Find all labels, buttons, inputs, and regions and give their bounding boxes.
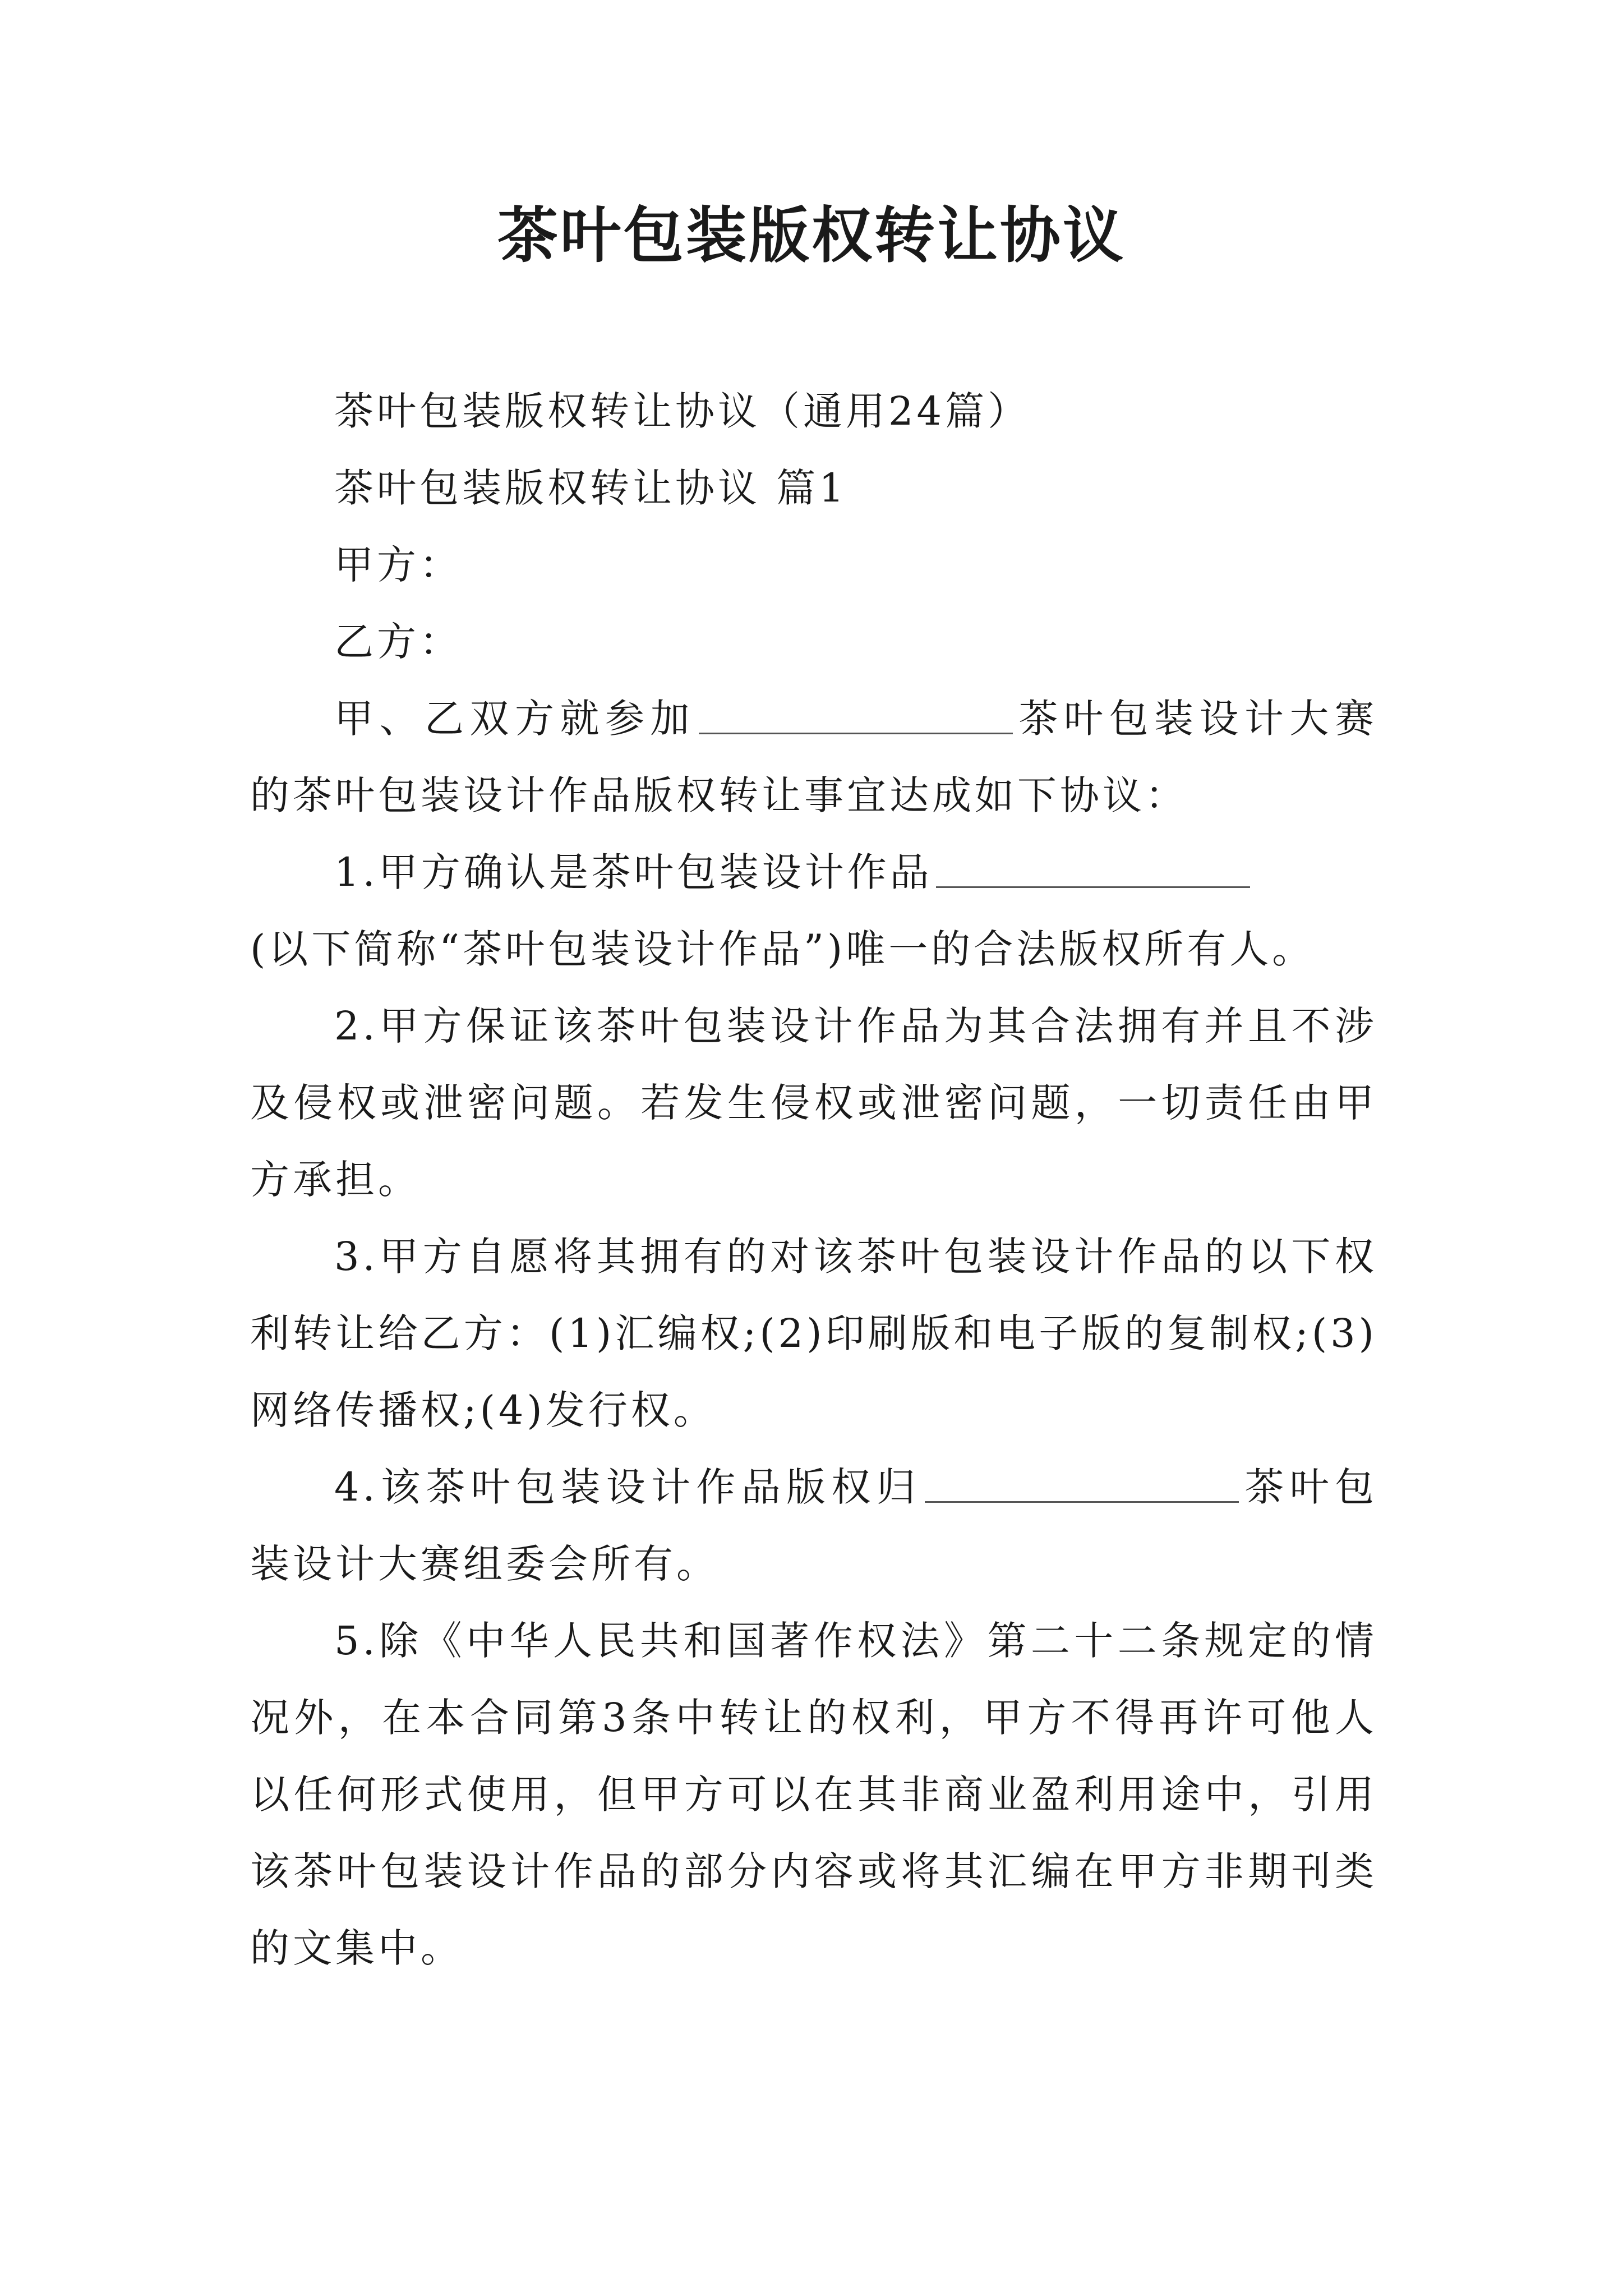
competition-name-blank[interactable] [699,699,1013,734]
clause-4 [250,1449,1377,1603]
work-name-blank[interactable] [936,853,1250,888]
party-a-label: 甲方： [334,542,462,588]
copyright-owner-blank[interactable] [925,1467,1239,1503]
clause-3: 3.甲方自愿将其拥有的对该茶叶包装设计作品的以下权利转让给乙方：(1)汇编权;(2)印刷版和电子版的复制权;(3)网络传播权;(4)发行权。 [250,1234,1377,1433]
subtitle-line: 茶叶包装版权转让协议（通用24篇） [334,388,1031,434]
document-body [250,373,1377,1987]
clause-4-suffix: 茶叶包装设计大赛组委会所有。 [250,1464,1377,1587]
intro-paragraph [250,680,1377,834]
clause-5: 5.除《中华人民共和国著作权法》第二十二条规定的情况外，在本合同第3条中转让的权利，甲方不得再许可他人以任何形式使用，但甲方可以在其非商业盈利用途中，引用该茶叶包装设计作品的部分内容或将其汇编在甲方非期刊类的文集中。 [250,1618,1377,1971]
document-title: 茶叶包装版权转让协议 [497,200,1126,271]
intro-suffix: 茶叶包装设计大赛的茶叶包装设计作品版权转让事宜达成如下协议： [250,696,1377,818]
clause-1-prefix: 1.甲方确认是茶叶包装设计作品 [334,849,933,895]
party-b-label: 乙方： [334,619,462,665]
section-heading: 茶叶包装版权转让协议 篇1 [334,465,847,511]
clause-1 [250,834,1377,988]
clause-4-prefix: 4.该茶叶包装设计作品版权归 [334,1464,922,1510]
clause-2: 2.甲方保证该茶叶包装设计作品为其合法拥有并且不涉及侵权或泄密问题。若发生侵权或泄密问题，一切责任由甲方承担。 [250,1003,1377,1203]
clause-1-suffix: (以下简称“茶叶包装设计作品”)唯一的合法版权所有人。 [250,926,1315,972]
intro-prefix: 甲、乙双方就参加 [334,696,695,742]
